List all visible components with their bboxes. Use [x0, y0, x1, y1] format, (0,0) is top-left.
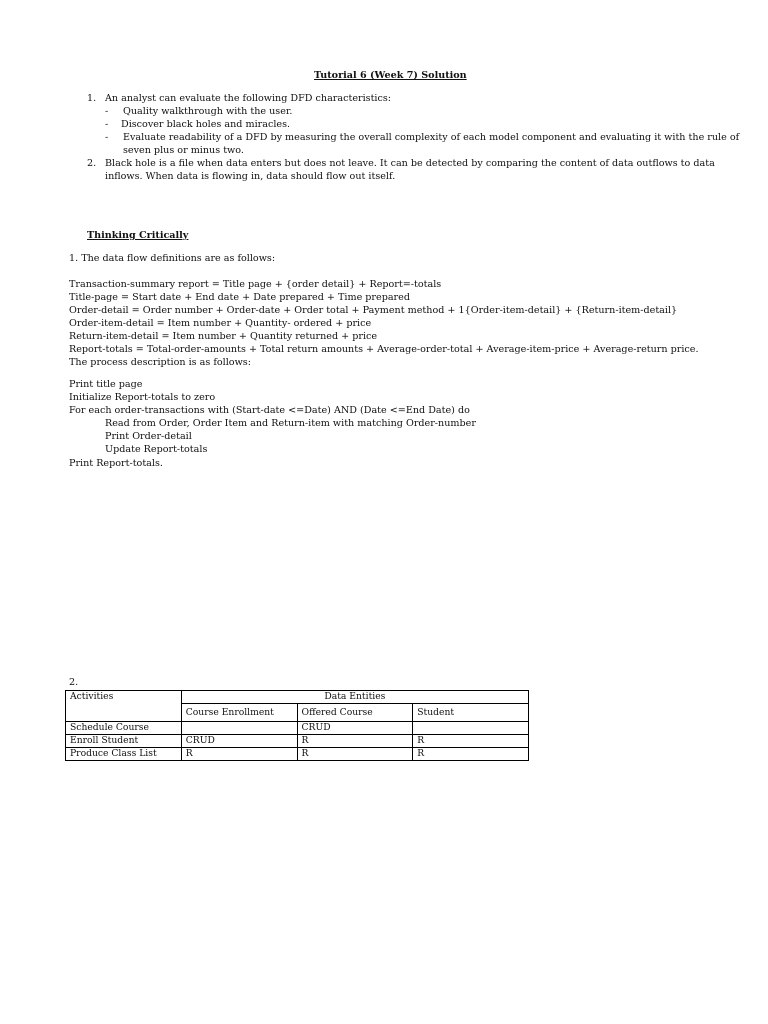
- definition-line: Return-item-detail = Item number + Quantity returned + price: [69, 331, 378, 342]
- table-row: [66, 722, 529, 735]
- table-cell: R: [413, 735, 529, 748]
- section-heading: Thinking Critically: [87, 230, 189, 241]
- activities-header: Activities: [66, 691, 182, 722]
- table-cell: R: [297, 748, 413, 761]
- entities-header: Data Entities: [181, 691, 528, 704]
- bullet-dash: -: [105, 132, 109, 143]
- process-line: Print Order-detail: [105, 431, 192, 442]
- definition-line: Report-totals = Total-order-amounts + Total return amounts + Average-order-total + Average-item-price + Average-return price.: [69, 344, 699, 355]
- q1-bullet-1: Quality walkthrough with the user.: [123, 106, 293, 117]
- column-header: Offered Course: [297, 704, 413, 722]
- page-title: Tutorial 6 (Week 7) Solution: [314, 70, 467, 81]
- process-line: Print Report-totals.: [69, 458, 163, 469]
- activity-cell: Schedule Course: [66, 722, 182, 735]
- table-cell: [413, 722, 529, 735]
- table-row: [66, 735, 529, 748]
- q1-text: An analyst can evaluate the following DFD characteristics:: [105, 93, 392, 104]
- table-cell: CRUD: [297, 722, 413, 735]
- activity-cell: Enroll Student: [66, 735, 182, 748]
- definition-line: Order-detail = Order number + Order-date + Order total + Payment method + 1{Order-item-detail} + {Return-item-detail}: [69, 305, 678, 316]
- bullet-dash: -: [105, 119, 109, 130]
- crud-matrix-table: [65, 690, 529, 761]
- table-cell: [181, 722, 297, 735]
- column-header: Course Enrollment: [181, 704, 297, 722]
- table-row: [66, 748, 529, 761]
- table-cell: R: [297, 735, 413, 748]
- process-line: For each order-transactions with (Start-date <=Date) AND (Date <=End Date) do: [69, 405, 470, 416]
- column-header: Student: [413, 704, 529, 722]
- table-cell: R: [181, 748, 297, 761]
- definition-line: Transaction-summary report = Title page + {order detail} + Report=-totals: [69, 279, 442, 290]
- definition-line: Order-item-detail = Item number + Quantity- ordered + price: [69, 318, 372, 329]
- process-line: Read from Order, Order Item and Return-item with matching Order-number: [105, 418, 476, 429]
- table-header-row: [66, 691, 529, 704]
- process-line: Update Report-totals: [105, 444, 208, 455]
- table-cell: R: [413, 748, 529, 761]
- q1-number: 1.: [87, 93, 97, 104]
- q1-bullet-3: Evaluate readability of a DFD by measuring the overall complexity of each model component and evaluating it with the rule of: [123, 132, 740, 143]
- table-cell: CRUD: [181, 735, 297, 748]
- q1-bullet-3-continuation: seven plus or minus two.: [123, 145, 244, 156]
- process-line: Initialize Report-totals to zero: [69, 392, 216, 403]
- q2-line-2: inflows. When data is flowing in, data should flow out itself.: [105, 171, 396, 182]
- process-line: Print title page: [69, 379, 143, 390]
- table-section-label: 2.: [69, 677, 79, 688]
- activity-cell: Produce Class List: [66, 748, 182, 761]
- tc1-intro: 1. The data flow definitions are as follows:: [69, 253, 276, 264]
- bullet-dash: -: [105, 106, 109, 117]
- q2-number: 2.: [87, 158, 97, 169]
- q2-line-1: Black hole is a file when data enters but does not leave. It can be detected by comparing the content of data outflows to data: [105, 158, 715, 169]
- definition-line: Title-page = Start date + End date + Date prepared + Time prepared: [69, 292, 410, 303]
- q1-bullet-2: Discover black holes and miracles.: [121, 119, 291, 130]
- definition-line: The process description is as follows:: [69, 357, 251, 368]
